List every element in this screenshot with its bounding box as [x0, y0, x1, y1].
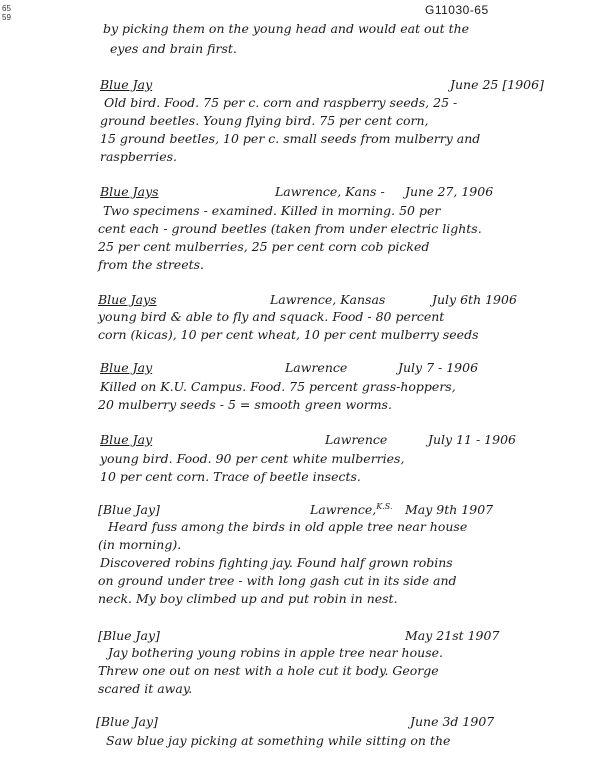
entry-title: Blue Jay	[100, 360, 153, 375]
entry-line: from the streets.	[98, 257, 205, 272]
entry-place	[310, 502, 393, 517]
entry-date: June 27, 1906	[405, 184, 494, 199]
entry-date: May 9th 1907	[405, 502, 494, 517]
entry-title: [ Blue Jay ]	[96, 714, 158, 729]
margin-note	[2, 4, 11, 22]
entry-line: on ground under tree - with long gash cut in its side and	[98, 573, 457, 588]
entry-line: Jay bothering young robins in apple tree near house.	[108, 645, 443, 660]
entry-place: Lawrence, Kans -	[275, 184, 385, 199]
entry-date: May 21st 1907	[405, 628, 500, 643]
entry-date: June 25 [1906]	[450, 77, 544, 92]
note-line: eyes and brain first.	[110, 41, 237, 56]
note-line: by picking them on the young head and would eat out the	[103, 21, 470, 36]
entry-title: [ Blue Jay ]	[98, 628, 160, 643]
entry-place: Lawrence, Kansas	[270, 292, 386, 307]
entry-place: Lawrence	[325, 432, 388, 447]
entry-title: [ Blue Jay ]	[98, 502, 160, 517]
entry-line: Killed on K.U. Campus. Food. 75 percent grass-hoppers,	[100, 379, 456, 394]
entry-place-superscript: K.S.	[376, 502, 393, 511]
entry-date: July 11 - 1906	[428, 432, 516, 447]
entry-line: neck. My boy climbed up and put robin in nest.	[98, 591, 398, 606]
margin-note-line: 65	[2, 4, 11, 13]
entry-line: scared it away.	[98, 681, 193, 696]
entry-line: ground beetles. Young flying bird. 75 per cent corn,	[100, 113, 429, 128]
entry-line: Discovered robins fighting jay. Found half grown robins	[100, 555, 453, 570]
entry-line: Saw blue jay picking at something while sitting on the	[106, 733, 451, 748]
entry-date: July 7 - 1906	[398, 360, 479, 375]
entry-line: Two specimens - examined. Killed in morning. 50 per	[103, 203, 441, 218]
entry-title: Blue Jay	[100, 432, 153, 447]
entry-title: Blue Jays	[98, 292, 157, 307]
entry-line: Threw one out on nest with a hole cut it body. George	[98, 663, 439, 678]
entry-line: cent each - ground beetles (taken from under electric lights.	[98, 221, 482, 236]
entry-date: June 3d 1907	[410, 714, 495, 729]
entry-line: young bird & able to fly and squack. Food - 80 percent	[98, 309, 445, 324]
entry-line: raspberries.	[100, 149, 177, 164]
entry-line: corn (kicas), 10 per cent wheat, 10 per cent mulberry seeds	[98, 327, 479, 342]
entry-place: Lawrence	[285, 360, 348, 375]
entry-line: 10 per cent corn. Trace of beetle insects.	[100, 469, 361, 484]
entry-date: July 6th 1906	[432, 292, 517, 307]
entry-line: Heard fuss among the birds in old apple tree near house	[108, 519, 468, 534]
entry-line: 25 per cent mulberries, 25 per cent corn cob picked	[98, 239, 430, 254]
entry-title: Blue Jays	[100, 184, 159, 199]
document-id: G11030-65	[425, 3, 489, 17]
entry-line: 20 mulberry seeds - 5 = smooth green worms.	[98, 397, 392, 412]
entry-title: Blue Jay	[100, 77, 153, 92]
entry-line: Old bird. Food. 75 per c. corn and raspberry seeds, 25 -	[104, 95, 458, 110]
entry-place-text: Lawrence,	[310, 502, 377, 518]
entry-line: 15 ground beetles, 10 per c. small seeds from mulberry and	[100, 131, 481, 146]
entry-line: (in morning).	[98, 537, 182, 552]
entry-line: young bird. Food. 90 per cent white mulberries,	[100, 451, 405, 466]
margin-note-line: 59	[2, 13, 11, 22]
